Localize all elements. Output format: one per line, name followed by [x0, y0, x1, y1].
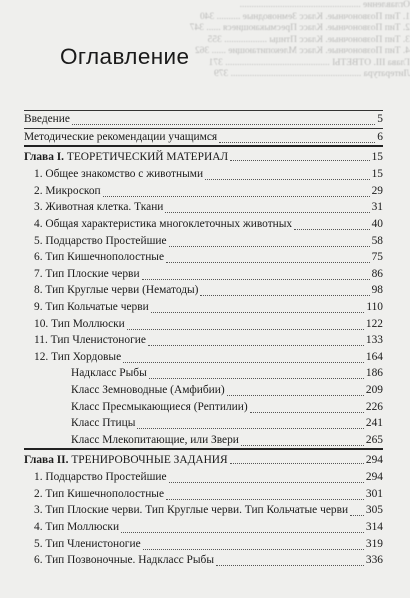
- toc-entry: [24, 536, 383, 553]
- toc-entry-title: 3. Животная клетка. Ткани: [34, 201, 164, 214]
- toc-entry-title: 9. Тип Кольчатые черви: [34, 300, 149, 313]
- toc-entry: [24, 486, 383, 503]
- dot-leader: [127, 329, 364, 330]
- toc-entry-title: 1. Общее знакомство с животными: [34, 168, 204, 181]
- toc-entry: [24, 266, 383, 283]
- dot-leader: [241, 445, 364, 446]
- toc-entry-title: 4. Общая характеристика многоклеточных животных: [34, 217, 293, 230]
- toc-entry-title: [24, 453, 230, 467]
- dot-leader: [250, 412, 364, 413]
- toc-page-number: 6: [377, 130, 383, 143]
- toc-entry: [24, 382, 383, 399]
- toc-page-number: 301: [365, 487, 383, 500]
- toc-entry-title: 5. Тип Членистоногие: [34, 537, 141, 550]
- toc-entry-title: Класс Птицы: [71, 417, 136, 430]
- toc-entry-title: 12. Тип Хордовые: [34, 350, 122, 363]
- toc-entry-title: 3. Тип Плоские черви. Тип Круглые черви. Тип Кольчатые черви: [34, 504, 349, 517]
- toc-entry: [24, 199, 383, 216]
- toc-page-number: 110: [366, 300, 383, 313]
- dot-leader: [227, 395, 364, 396]
- toc-entry-title: 2. Тип Кишечнополостные: [34, 487, 165, 500]
- dot-leader: [216, 565, 364, 566]
- dot-leader: [142, 279, 370, 280]
- toc-entry: [24, 552, 383, 569]
- toc-chapter-row: [24, 448, 383, 469]
- toc-page-number: 122: [365, 317, 383, 330]
- dot-leader: [169, 482, 364, 483]
- toc-entry: [24, 128, 383, 146]
- toc-page-number: 186: [365, 367, 383, 380]
- toc-entry: [24, 519, 383, 536]
- toc-entry-title: 4. Тип Моллюски: [34, 521, 120, 534]
- toc-page-number: 58: [371, 234, 383, 247]
- toc-page-number: 319: [365, 537, 383, 550]
- toc-entry-title: Введение: [24, 113, 70, 125]
- dot-leader: [165, 212, 370, 213]
- toc-entry-title: 1. Подцарство Простейшие: [34, 471, 167, 484]
- toc-entry: [24, 349, 383, 366]
- show-through-text: Оглавление ................................................... 1. Тип Позвоночные. Класс Земноводные .......... 340 2. Тип Позвоночные. Класс Пресмыкающиеся ...... 347 3. Тип Позвоночные. Класс Птицы .................. 355 4. Тип Позвоночные. Класс Млекопитающие ...... 362 Глава III. ОТВЕТЫ ............................................ 371 Литература ....................................................... 379: [189, 0, 410, 79]
- chapter-number: Глава II.: [24, 454, 69, 467]
- toc-page-number: 209: [365, 383, 383, 396]
- toc-entry-title: 5. Подцарство Простейшие: [34, 234, 167, 247]
- dot-leader: [166, 499, 364, 500]
- toc-chapter-row: [24, 145, 383, 166]
- toc-entry-title: Надкласс Рыбы: [71, 367, 147, 380]
- toc-entry: [24, 166, 383, 183]
- toc-entry: [24, 399, 383, 416]
- toc-entry-title: 6. Тип Кишечнополостные: [34, 251, 165, 264]
- toc-page-number: 15: [371, 168, 383, 181]
- dot-leader: [72, 124, 375, 125]
- toc-page-number: 29: [371, 184, 383, 197]
- toc-entry-title: 10. Тип Моллюски: [34, 317, 125, 330]
- toc-entry: [24, 183, 383, 200]
- toc-entry: [24, 432, 383, 449]
- toc-entry-title: Методические рекомендации учащимся: [24, 130, 218, 143]
- toc-entry: [24, 502, 383, 519]
- toc-entry-title: 8. Тип Круглые черви (Нематоды): [34, 284, 199, 297]
- toc-entry: [24, 216, 383, 233]
- dot-leader: [123, 362, 364, 363]
- toc-page-number: 75: [371, 251, 383, 264]
- toc-entry: [24, 316, 383, 333]
- toc-entry-title: 7. Тип Плоские черви: [34, 267, 140, 280]
- toc-page-number: 305: [365, 504, 383, 517]
- dot-leader: [121, 532, 364, 533]
- dot-leader: [294, 229, 370, 230]
- toc-entry-title: [24, 150, 230, 164]
- toc-page-number: 164: [365, 350, 383, 363]
- toc-page-number: 5: [377, 113, 383, 125]
- dot-leader: [230, 160, 370, 161]
- dot-leader: [137, 428, 364, 429]
- toc-page-number: 86: [371, 267, 383, 280]
- toc-entry: [24, 249, 383, 266]
- toc-page-number: 98: [371, 284, 383, 297]
- dot-leader: [166, 262, 370, 263]
- toc-entry-title: 6. Тип Позвоночные. Надкласс Рыбы: [34, 554, 214, 567]
- toc-entry: [24, 365, 383, 382]
- chapter-title: ТЕОРЕТИЧЕСКИЙ МАТЕРИАЛ: [66, 151, 229, 164]
- toc-entry: [24, 282, 383, 299]
- toc-page-number: 241: [365, 417, 383, 430]
- dot-leader: [169, 246, 370, 247]
- toc-entry: [24, 415, 383, 432]
- toc-page-number: 31: [371, 201, 383, 214]
- toc-page-number: 40: [371, 217, 383, 230]
- toc-entry-title: Класс Млекопитающие, или Звери: [71, 433, 239, 446]
- toc-entry: [24, 299, 383, 316]
- toc-page-number: 294: [365, 454, 383, 467]
- toc-page-number: 336: [365, 554, 383, 567]
- dot-leader: [151, 312, 364, 313]
- chapter-title: ТРЕНИРОВОЧНЫЕ ЗАДАНИЯ: [71, 454, 228, 467]
- toc-page-number: 15: [371, 151, 383, 164]
- dot-leader: [350, 515, 364, 516]
- toc-entry-title: 2. Микроскоп: [34, 184, 101, 197]
- toc-page-number: 133: [365, 334, 383, 347]
- toc-entry: [24, 332, 383, 349]
- dot-leader: [148, 345, 364, 346]
- toc-entry-title: Класс Земноводные (Амфибии): [71, 383, 225, 396]
- toc-entry-title: Класс Пресмыкающиеся (Рептилии): [71, 400, 248, 413]
- dot-leader: [200, 295, 370, 296]
- dot-leader: [143, 549, 364, 550]
- dot-leader: [149, 378, 364, 379]
- toc-page-number: 294: [365, 471, 383, 484]
- dot-leader: [219, 142, 375, 143]
- dot-leader: [205, 179, 370, 180]
- chapter-number: Глава I.: [24, 151, 65, 164]
- toc-page-number: 314: [365, 521, 383, 534]
- toc-page-number: 226: [365, 400, 383, 413]
- table-of-contents: [24, 110, 383, 569]
- toc-entry: [24, 469, 383, 486]
- toc-entry: [24, 233, 383, 250]
- toc-entry-title: 11. Тип Членистоногие: [34, 334, 146, 347]
- toc-page-number: 265: [365, 433, 383, 446]
- dot-leader: [103, 196, 370, 197]
- page-title: Оглавление: [60, 44, 190, 69]
- dot-leader: [230, 463, 364, 464]
- toc-entry: [24, 110, 383, 128]
